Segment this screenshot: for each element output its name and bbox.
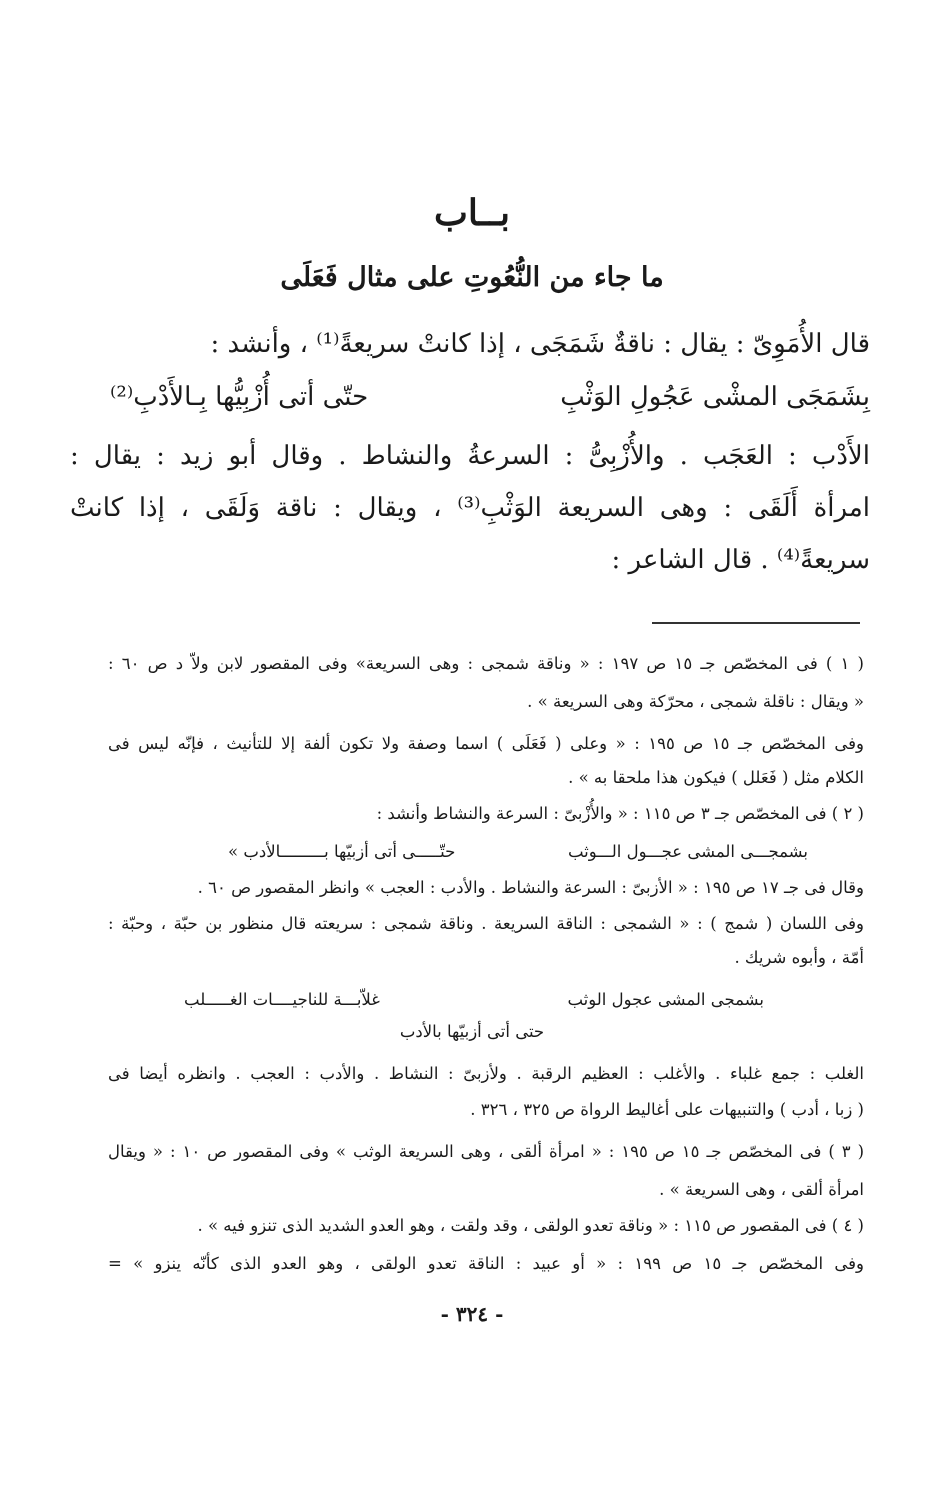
footnote-verse-hemistich-first: بشمجـــى المشى عجـــول الـــوثب — [567, 842, 808, 861]
footnote-2-verse — [228, 838, 808, 866]
footnote-1-line-3: وفى المخصّص جـ ١٥ ص ١٩٥ : « وعلى ( فَعَلَى ) اسما وصفة ولا تكون ألفة إلا للتأنيث ، فإنّه ليس فى — [108, 734, 864, 753]
verse-hemistich-first: بِشَمَجَى المشْى عَجُولِ الوَثْبِ — [560, 382, 870, 412]
footnote-verse-hemistich-first: بشمجى المشى عجول الوثب — [567, 990, 764, 1009]
body-line-5: سريعةً⁽⁴⁾ . قال الشاعر : — [611, 545, 870, 575]
page-number: - ٣٢٤ - — [440, 1302, 504, 1326]
body-line-4: امرأة أَلَقَى : وهى السريعة الوَثْبِ⁽³⁾ ، ويقال : ناقة وَلَقَى ، إذا كانتْ — [70, 493, 870, 523]
footnote-verse-hemistich-second: حتّـــــى أتى أزبيّها بـــــــــالأدب » — [228, 842, 456, 861]
footnote-4-line-2: وفى المخصّص جـ ١٥ ص ١٩٩ : « أو عبيد : الناقة تعدو الولقى ، وهو العدو الذى كأنّه ينزو » = — [108, 1254, 864, 1273]
verse-hemistich-second: حتّى أتى أُزْبِيُّها بِـالأَدْبِ⁽²⁾ — [110, 382, 369, 412]
footnote-2-line-5: الغلب : جمع غلباء . والأغلب : العظيم الرقبة . ولأزبىّ : النشاط . والأدب : العجب . وانظره أيضا فى — [108, 1064, 864, 1083]
footnote-verse-hemistich-second: غلاّبـــة للناجيــــات الغـــــلب — [184, 990, 380, 1009]
footnote-2-line-2: وقال فى جـ ١٧ ص ١٩٥ : « الأزبىّ : السرعة والنشاط . والأدب : العجب » وانظر المقصور ص ٦٠ . — [197, 878, 864, 897]
footnote-3-line-1: ( ٣ ) فى المخصّص جـ ١٥ ص ١٩٥ : « امرأة ألقى ، وهى السريعة الوثب » وفى المقصور ص ١٠ : « ويقال — [108, 1142, 865, 1161]
footnote-4-line-1: ( ٤ ) فى المقصور ص ١١٥ : « وناقة تعدو الولقى ، وقد ولقت ، وهو العدو الشديد الذى تنزو فيه » . — [197, 1216, 864, 1235]
footnote-separator — [652, 622, 860, 624]
footnote-1-line-4: الكلام مثل ( فَعَلل ) فيكون هذا ملحقا به » . — [568, 768, 864, 787]
verse-line — [110, 376, 870, 418]
footnote-2-verse-2 — [184, 986, 764, 1014]
footnote-1-line-1: ( ١ ) فى المخصّص جـ ١٥ ص ١٩٧ : « وناقة شمجى : وهى السريعة» وفى المقصور لابن ولاّ د ص ٦٠ : — [108, 654, 864, 673]
chapter-heading: بــاب — [434, 192, 510, 234]
body-line-1: قال الأُمَوِىّ : يقال : ناقةٌ شَمَجَى ، إذا كانتْ سريعةً⁽¹⁾ ، وأنشد : — [210, 329, 870, 359]
body-line-3: الأَدْب : العَجَب . والأُزْبِىُّ : السرعةُ والنشاط . وقال أبو زيد : يقال : — [70, 441, 870, 471]
footnote-2-line-1: ( ٢ ) فى المخصّص جـ ٣ ص ١١٥ : « والأُزْبىّ : السرعة والنشاط وأنشد : — [376, 804, 864, 823]
chapter-title: ما جاء من النُّعُوتِ على مثال فَعَلَى — [280, 262, 664, 293]
footnote-2-verse-3: حتى أتى أزبيّها بالأدب — [399, 1022, 545, 1041]
footnote-2-line-4: أمّة ، وأبوه شريك . — [734, 948, 864, 967]
footnote-1-line-2: « ويقال : ناقلة شمجى ، محرّكة وهى السريعة » . — [527, 692, 864, 711]
footnote-2-line-3: وفى اللسان ( شمج ) : « الشمجى : الناقة السريعة . وناقة شمجى : سريعته قال منظور بن حبّة ، وحبّة : — [108, 914, 864, 933]
footnote-2-line-6: ( زبا ، أدب ) والتنبيهات على أغاليط الرواة ص ٣٢٥ ، ٣٢٦ . — [470, 1100, 864, 1119]
footnote-3-line-2: امرأة ألقى ، وهى السريعة » . — [659, 1180, 864, 1199]
